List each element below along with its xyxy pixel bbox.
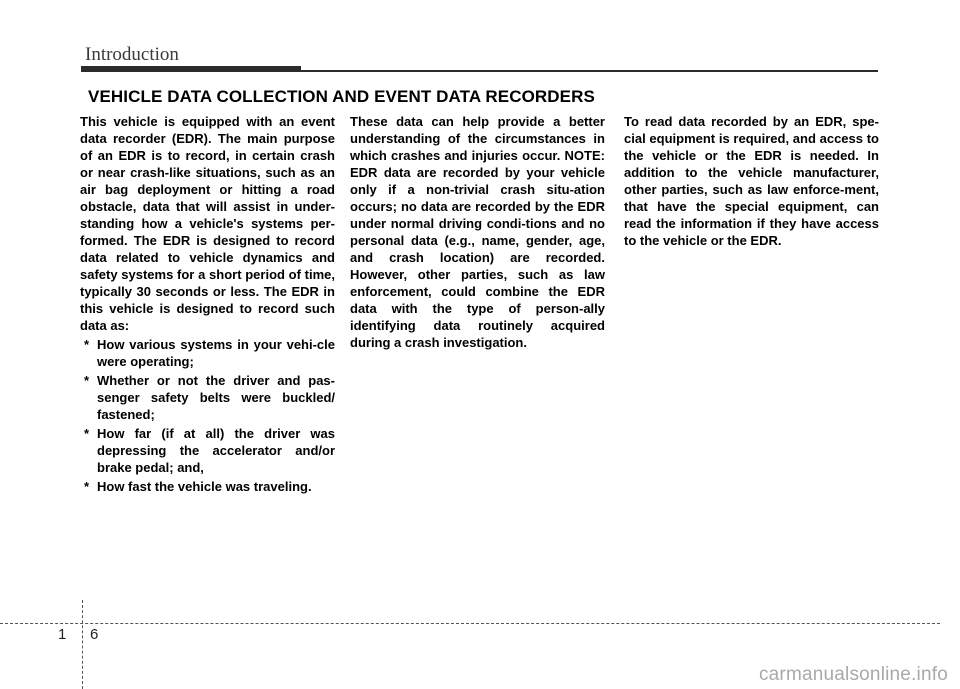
- header-rule-thick: [81, 66, 301, 72]
- footer-rule: [0, 623, 940, 624]
- list-item: [80, 372, 335, 423]
- bullet-marker: *: [84, 426, 90, 441]
- list-item: [80, 336, 335, 370]
- bullet-marker: *: [84, 373, 90, 388]
- page-header-title: Introduction: [85, 44, 179, 65]
- list-item-text: Whether or not the driver and pas-senger safety belts were buckled/ fastened;: [97, 373, 335, 422]
- header-rule-thin: [301, 70, 878, 72]
- list-item-text: How fast the vehicle was traveling.: [97, 479, 312, 494]
- text-column-2: [350, 113, 605, 351]
- text-column-3: [624, 113, 879, 249]
- edr-access-paragraph: To read data recorded by an EDR, spe-cial equipment is required, and access to the vehicle or the EDR is needed. In addition to the vehicle manufacturer, other parties, such as law enforce-ment, that have the special equipment, can read the information if they have access to the vehicle or the EDR.: [624, 114, 879, 248]
- list-item-text: How far (if at all) the driver was depressing the accelerator and/or brake pedal; and,: [97, 426, 335, 475]
- section-title: VEHICLE DATA COLLECTION AND EVENT DATA RECORDERS: [88, 87, 595, 106]
- page-number: 6: [90, 626, 99, 643]
- edr-understanding-paragraph: These data can help provide a better understanding of the circumstances in which crashes and injuries occur. NOTE: EDR data are recorded by your vehicle only if a non-trivial crash situ-ation occurs; no data are recorded by the EDR under normal driving condi-tions and no personal data (e.g., name, gender, age, and crash location) are recorded. However, other parties, such as law enforcement, could combine the EDR data with the type of person-ally identifying data routinely acquired during a crash investigation.: [350, 114, 605, 350]
- edr-intro-paragraph: This vehicle is equipped with an event data recorder (EDR). The main purpose of an EDR is to record, in certain crash or near crash-like situations, such as an air bag deployment or hitting a road obstacle, data that will assist in under-standing how a vehicle's systems per-formed. The EDR is designed to record data related to vehicle dynamics and safety systems for a short period of time, typically 30 seconds or less. The EDR in this vehicle is designed to record such data as:: [80, 114, 335, 333]
- edr-data-list: [80, 336, 335, 495]
- list-item-text: How various systems in your vehi-cle were operating;: [97, 337, 335, 369]
- chapter-number: 1: [58, 626, 67, 643]
- watermark: carmanualsonline.info: [758, 664, 948, 685]
- list-item: [80, 425, 335, 476]
- text-column-1: [80, 113, 335, 495]
- bullet-marker: *: [84, 337, 90, 352]
- bullet-marker: *: [84, 479, 90, 494]
- list-item: [80, 478, 335, 495]
- footer-vertical-rule: [82, 600, 83, 689]
